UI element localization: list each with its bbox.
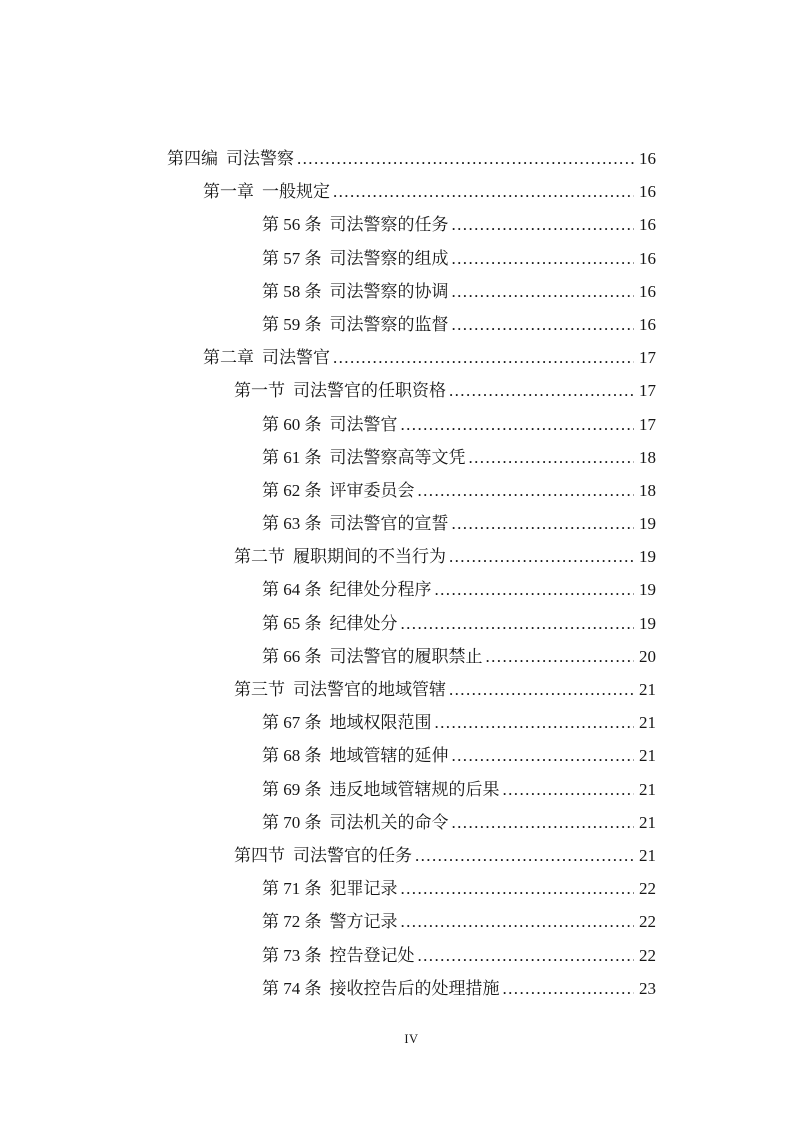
toc-entry-page-number: 21 — [639, 680, 656, 699]
toc-leader-dots — [297, 142, 634, 175]
toc-entry-title: 警方记录 — [329, 912, 398, 932]
toc-entry-number: 第 72 条 — [262, 912, 322, 932]
toc-entry-number: 第 62 条 — [262, 480, 322, 500]
toc-entry-number: 第 68 条 — [262, 746, 322, 766]
toc-entry-page-number: 21 — [639, 779, 656, 799]
toc-entry-page-number: 16 — [639, 281, 656, 301]
toc-entry-page-number: 23 — [639, 978, 656, 998]
toc-entry — [167, 939, 656, 972]
toc-entry-title: 履职期间的不当行为 — [293, 547, 446, 567]
toc-entry-title: 地域权限范围 — [329, 713, 432, 733]
toc-entry-page-number: 16 — [639, 182, 656, 202]
toc-entry-number: 第 59 条 — [262, 314, 322, 334]
toc-entry-page-number: 16 — [639, 149, 656, 168]
toc-leader-dots — [418, 474, 635, 507]
toc-entry-number: 第 61 条 — [262, 447, 322, 467]
toc-entry — [167, 441, 656, 474]
footer-page-number: IV — [404, 1032, 419, 1046]
toc-entry-title: 司法警察的任务 — [329, 215, 449, 235]
toc-leader-dots — [415, 839, 634, 872]
toc-leader-dots — [435, 706, 635, 739]
toc-leader-dots — [401, 408, 635, 441]
toc-entry-title: 控告登记处 — [329, 945, 415, 965]
toc-entry — [167, 408, 656, 441]
toc-entry-page-number: 18 — [639, 480, 656, 500]
toc-entry — [167, 739, 656, 772]
toc-leader-dots — [469, 441, 635, 474]
toc-entry-page-number: 21 — [639, 812, 656, 832]
toc-entry-page-number: 17 — [639, 414, 656, 434]
toc-entry-number: 第一节 — [234, 381, 285, 401]
toc-entry-title: 司法机关的命令 — [329, 812, 449, 832]
toc-entry-page-number: 19 — [639, 613, 656, 633]
toc-entry-number: 第 56 条 — [262, 215, 322, 235]
toc-entry-title: 违反地域管辖规的后果 — [329, 779, 500, 799]
toc-entry-page-number: 22 — [639, 912, 656, 932]
toc-leader-dots — [333, 341, 634, 374]
toc-entry-number: 第 64 条 — [262, 580, 322, 600]
toc-entry-title: 司法警官 — [262, 348, 330, 368]
toc-leader-dots — [452, 739, 635, 772]
toc-leader-dots — [449, 673, 634, 706]
toc-entry — [167, 640, 656, 673]
toc-entry — [167, 507, 656, 540]
toc-entry-number: 第三节 — [234, 680, 285, 699]
toc-entry — [167, 839, 656, 872]
toc-leader-dots — [452, 308, 635, 341]
toc-entry-number: 第 65 条 — [262, 613, 322, 633]
toc-entry-page-number: 16 — [639, 314, 656, 334]
toc-entry — [167, 905, 656, 938]
toc-leader-dots — [503, 972, 635, 1005]
toc-entry — [167, 341, 656, 374]
toc-leader-dots — [435, 573, 635, 606]
toc-entry — [167, 242, 656, 275]
toc-entry-number: 第 73 条 — [262, 945, 322, 965]
toc-entry-number: 第 66 条 — [262, 646, 322, 666]
toc-entry-title: 司法警官的任务 — [293, 845, 412, 865]
toc-entry-number: 第 71 条 — [262, 879, 322, 899]
toc-entry-number: 第二节 — [234, 547, 285, 567]
toc-leader-dots — [401, 607, 635, 640]
toc-entry-title: 地域管辖的延伸 — [329, 746, 449, 766]
toc-entry — [167, 208, 656, 241]
toc-entry-title: 司法警察 — [226, 149, 294, 168]
toc-leader-dots — [452, 507, 635, 540]
toc-entry-title: 司法警官的宣誓 — [329, 514, 449, 534]
toc-entry-title: 犯罪记录 — [329, 879, 398, 899]
toc-entry — [167, 573, 656, 606]
toc-entry — [167, 806, 656, 839]
toc-entry-page-number: 19 — [639, 514, 656, 534]
toc-leader-dots — [333, 175, 634, 208]
toc-entry-page-number: 16 — [639, 215, 656, 235]
toc-entry — [167, 972, 656, 1005]
toc-entry-page-number: 19 — [639, 580, 656, 600]
toc-entry-title: 评审委员会 — [329, 480, 415, 500]
toc-entry — [167, 607, 656, 640]
toc-entry-page-number: 20 — [639, 646, 656, 666]
toc-entry-number: 第 57 条 — [262, 248, 322, 268]
toc-entry — [167, 706, 656, 739]
toc-entry — [167, 308, 656, 341]
toc-entry-number: 第 67 条 — [262, 713, 322, 733]
toc-leader-dots — [452, 208, 635, 241]
toc-entry-title: 司法警官的任职资格 — [293, 381, 446, 401]
toc-leader-dots — [401, 905, 635, 938]
toc-entry-title: 司法警官 — [329, 414, 398, 434]
toc-entry-title: 一般规定 — [262, 182, 330, 202]
toc-leader-dots — [452, 806, 635, 839]
toc-entry-page-number: 22 — [639, 879, 656, 899]
toc-leader-dots — [449, 540, 634, 573]
toc-entry — [167, 374, 656, 407]
toc-entry-number: 第 74 条 — [262, 978, 322, 998]
toc-entry-page-number: 17 — [639, 348, 656, 368]
toc-entry-number: 第 60 条 — [262, 414, 322, 434]
toc-entry-title: 司法警察的监督 — [329, 314, 449, 334]
toc-entry-page-number: 16 — [639, 248, 656, 268]
toc-leader-dots — [503, 773, 635, 806]
toc-leader-dots — [486, 640, 635, 673]
toc-entry-page-number: 22 — [639, 945, 656, 965]
page-footer — [167, 1031, 656, 1047]
toc-entry — [167, 773, 656, 806]
table-of-contents — [167, 142, 656, 1005]
toc-entry-title: 司法警察高等文凭 — [329, 447, 466, 467]
toc-entry — [167, 872, 656, 905]
toc-leader-dots — [449, 374, 634, 407]
toc-entry-number: 第一章 — [203, 182, 254, 202]
toc-entry-number: 第四编 — [167, 149, 218, 168]
toc-entry-number: 第 70 条 — [262, 812, 322, 832]
toc-leader-dots — [418, 939, 635, 972]
toc-entry-page-number: 18 — [639, 447, 656, 467]
toc-entry-number: 第 58 条 — [262, 281, 322, 301]
toc-entry-page-number: 17 — [639, 381, 656, 401]
toc-entry-title: 司法警官的地域管辖 — [293, 680, 446, 699]
toc-entry — [167, 175, 656, 208]
toc-entry-title: 司法警官的履职禁止 — [329, 646, 483, 666]
toc-entry — [167, 474, 656, 507]
toc-entry-number: 第 63 条 — [262, 514, 322, 534]
toc-entry-title: 纪律处分程序 — [329, 580, 432, 600]
toc-entry-title: 司法警察的协调 — [329, 281, 449, 301]
toc-entry-page-number: 19 — [639, 547, 656, 567]
toc-entry-title: 司法警察的组成 — [329, 248, 449, 268]
toc-entry-page-number: 21 — [639, 713, 656, 733]
toc-entry — [167, 540, 656, 573]
toc-entry — [167, 275, 656, 308]
toc-entry — [167, 673, 656, 706]
toc-leader-dots — [401, 872, 635, 905]
toc-entry-number: 第二章 — [203, 348, 254, 368]
toc-entry-page-number: 21 — [639, 845, 656, 865]
toc-entry — [167, 142, 656, 175]
toc-entry-page-number: 21 — [639, 746, 656, 766]
toc-leader-dots — [452, 242, 635, 275]
toc-entry-title: 接收控告后的处理措施 — [329, 978, 500, 998]
toc-entry-number: 第 69 条 — [262, 779, 322, 799]
toc-entry-number: 第四节 — [234, 845, 285, 865]
toc-entry-title: 纪律处分 — [329, 613, 398, 633]
toc-leader-dots — [452, 275, 635, 308]
